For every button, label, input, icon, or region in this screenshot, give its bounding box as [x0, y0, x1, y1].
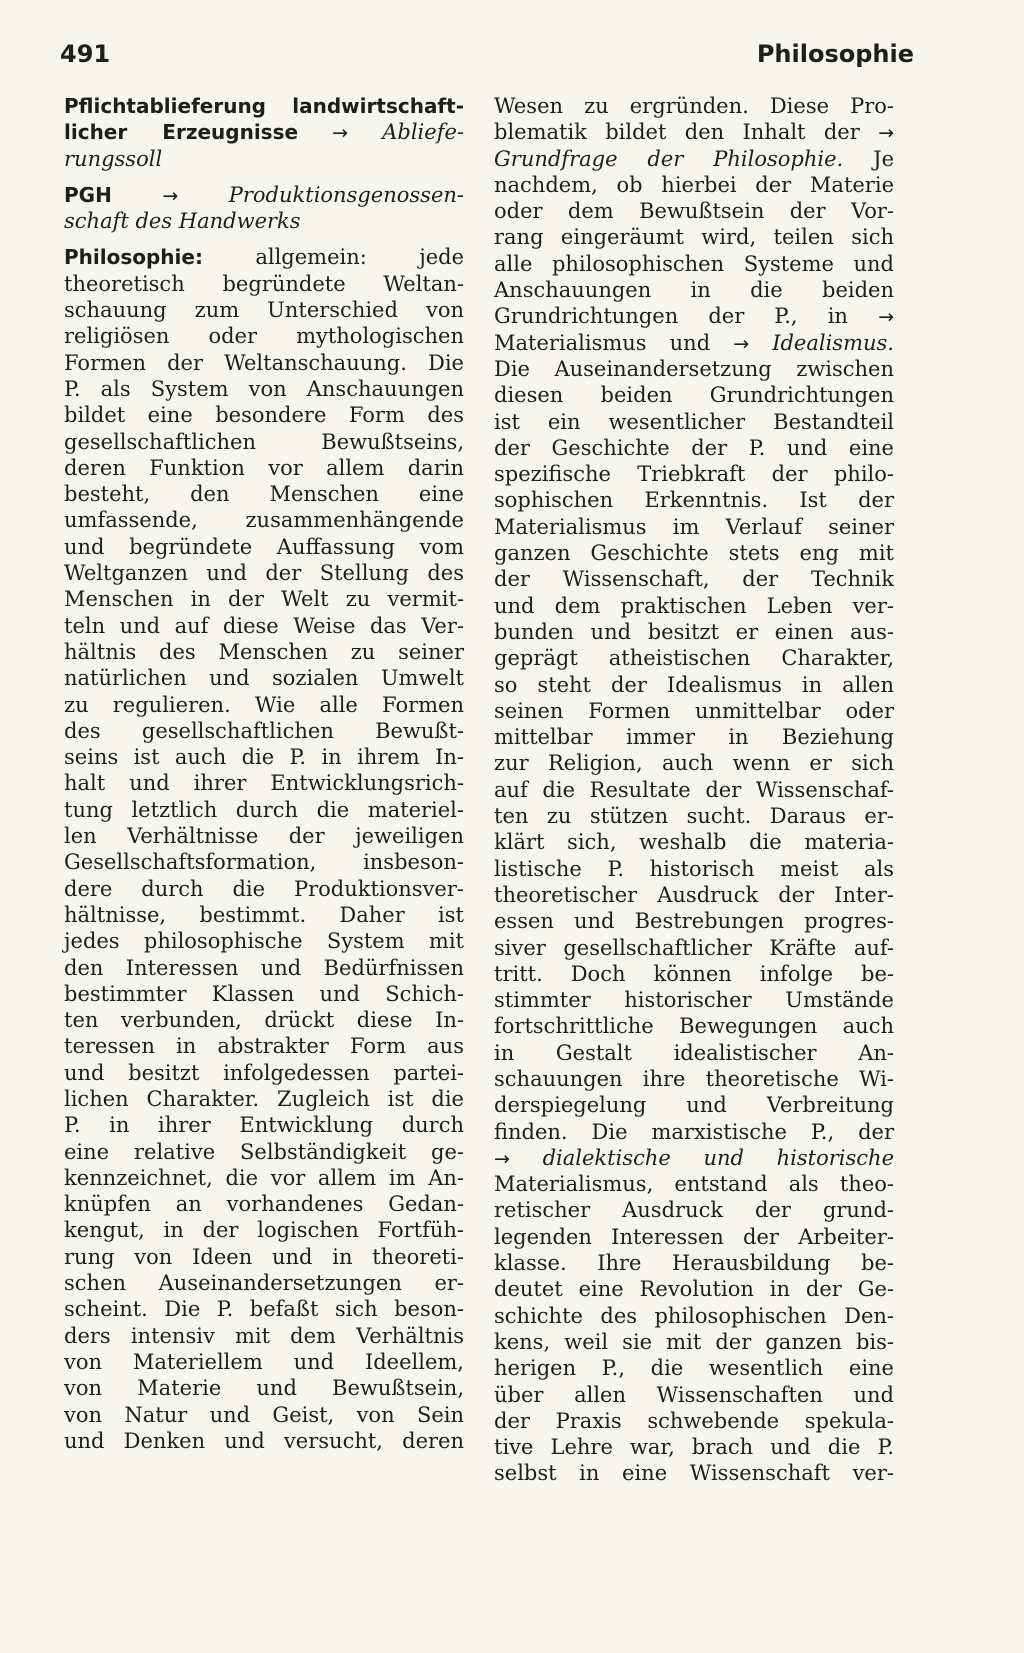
body-text: so steht der Idealismus in allen: [494, 672, 894, 697]
body-text: und begründete Auffassung vom: [64, 534, 464, 559]
body-text: tritt. Doch können infolge be-: [494, 961, 894, 986]
body-text: schauung zum Unterschied von: [64, 298, 464, 323]
body-line: [64, 1217, 464, 1243]
body-line: [494, 1355, 894, 1381]
body-text: Weltganzen und der Stellung des: [64, 561, 464, 586]
body-text: kens, weil sie mit der ganzen bis-: [494, 1329, 894, 1354]
body-line: [64, 376, 464, 402]
body-text: schichte des philosophischen Den-: [494, 1303, 894, 1328]
body-line: [494, 487, 894, 513]
cross-reference-text: Grundfrage der Philosophie.: [494, 146, 844, 171]
body-text: schauungen ihre theoretische Wi-: [494, 1066, 894, 1091]
body-line: [494, 1171, 894, 1197]
body-text: Die Auseinandersetzung zwischen: [494, 356, 894, 381]
body-text: Materialismus und: [494, 330, 734, 355]
body-text: rung von Ideen und in theoreti-: [64, 1244, 464, 1269]
body-line: [494, 1013, 894, 1039]
body-line: [64, 797, 464, 823]
body-line: [494, 1408, 894, 1434]
body-text: kengut, in der logischen Fortfüh-: [64, 1218, 464, 1243]
body-line: [494, 593, 894, 619]
body-line: [64, 560, 464, 586]
body-line: [64, 534, 464, 560]
body-line: [494, 146, 894, 172]
body-line: [494, 803, 894, 829]
body-text: siver gesellschaftlicher Kräfte auf-: [494, 935, 894, 960]
body-text: finden. Die marxistische P., der: [494, 1119, 894, 1144]
body-text: klärt sich, weshalb die materia-: [494, 830, 894, 855]
headword-text: Philosophie:: [64, 245, 203, 270]
body-line: [64, 429, 464, 455]
body-text: schen Auseinandersetzungen er-: [64, 1271, 464, 1296]
cross-reference-arrow-icon: →: [878, 306, 894, 329]
body-line: [64, 613, 464, 639]
cross-reference-arrow-icon: →: [733, 332, 750, 355]
entry-line: [64, 93, 464, 119]
headword-text: licher Erzeugnisse: [64, 120, 299, 145]
body-line: [494, 1119, 894, 1145]
body-text: [510, 1146, 543, 1170]
body-text: knüpfen an vorhandenes Gedan-: [64, 1192, 464, 1217]
body-line: [64, 271, 464, 297]
body-text: derspiegelung und Verbreitung: [494, 1093, 894, 1118]
body-line: [494, 961, 894, 987]
body-text: natürlichen und sozialen Umwelt: [64, 666, 464, 691]
running-title: Philosophie: [756, 40, 914, 68]
cross-reference-text: Idealismus.: [772, 330, 894, 355]
body-text: [749, 331, 772, 355]
body-text: bildet eine besondere Form des: [64, 403, 464, 428]
body-text: theoretisch begründete Weltan-: [64, 271, 464, 296]
body-text: halt und ihrer Entwicklungsrich-: [64, 771, 464, 796]
cross-reference-arrow-icon: →: [298, 122, 383, 145]
body-line: [64, 1244, 464, 1270]
cross-reference-text: rungssoll: [64, 146, 163, 171]
body-text: deren Funktion vor allem darin: [64, 455, 464, 480]
cross-reference-arrow-icon: →: [494, 1147, 510, 1170]
body-text: der Wissenschaft, der Technik: [494, 567, 894, 592]
entry-gap: [64, 234, 464, 244]
body-text: klasse. Ihre Herausbildung be-: [494, 1251, 894, 1276]
body-line: [494, 1303, 894, 1329]
body-text: in Gestalt idealistischer An-: [494, 1040, 894, 1065]
body-line: [64, 1349, 464, 1375]
body-text: ten verbunden, drückt diese In-: [64, 1008, 464, 1033]
entry-line: [64, 146, 464, 172]
body-line: [494, 777, 894, 803]
body-line: [494, 1250, 894, 1276]
body-text: legenden Interessen der Arbeiter-: [494, 1224, 894, 1249]
body-line: [64, 1375, 464, 1401]
body-text: fortschrittliche Bewegungen auch: [494, 1014, 894, 1039]
body-text: listische P. historisch meist als: [494, 856, 894, 881]
body-line: [64, 876, 464, 902]
body-line: [494, 829, 894, 855]
body-line: [494, 540, 894, 566]
body-line: [494, 277, 894, 303]
body-line: [494, 750, 894, 776]
body-text: rang eingeräumt wird, teilen sich: [494, 225, 894, 250]
body-line: [494, 1460, 894, 1486]
body-text: und besitzt infolgedessen partei-: [64, 1060, 464, 1085]
body-text: tive Lehre war, brach und die P.: [494, 1435, 894, 1460]
body-line: [64, 849, 464, 875]
body-line: [64, 1323, 464, 1349]
body-line: [494, 1040, 894, 1066]
body-text: ten zu stützen sucht. Daraus er-: [494, 804, 894, 829]
body-text: zu regulieren. Wie alle Formen: [64, 692, 464, 717]
cross-reference-text: Abliefe-: [382, 120, 464, 145]
headword-text: Pflichtablieferung landwirtschaft-: [64, 94, 464, 118]
body-line: [64, 1428, 464, 1454]
left-column: [64, 93, 464, 1454]
body-line: [64, 1086, 464, 1112]
body-line: [494, 698, 894, 724]
body-line: [494, 224, 894, 250]
body-text: alle philosophischen Systeme und: [494, 251, 894, 276]
body-line: [64, 902, 464, 928]
body-line: [494, 935, 894, 961]
body-text: deutet eine Revolution in der Ge-: [494, 1277, 894, 1302]
body-text: selbst in eine Wissenschaft ver-: [494, 1461, 894, 1486]
body-text: hältnisse, bestimmt. Daher ist: [64, 902, 464, 927]
body-text: ist ein wesentlicher Bestandteil: [494, 409, 894, 434]
body-line: [64, 639, 464, 665]
body-line: [64, 1060, 464, 1086]
body-text: hältnis des Menschen zu seiner: [64, 639, 464, 664]
body-text: allgemein: jede: [202, 245, 464, 270]
body-text: mittelbar immer in Beziehung: [494, 725, 894, 750]
body-text: gesellschaftlichen Bewußtseins,: [64, 429, 464, 454]
body-line: [494, 619, 894, 645]
body-line: [64, 744, 464, 770]
body-line: [494, 93, 894, 119]
body-text: Je: [843, 146, 894, 171]
body-line: [494, 1224, 894, 1250]
body-text: Formen der Weltanschauung. Die: [64, 350, 464, 375]
cross-reference-text: dialektische und historische: [542, 1145, 894, 1170]
body-text: Gesellschaftsformation, insbeson-: [64, 850, 464, 875]
body-line: [64, 1139, 464, 1165]
body-text: ganzen Geschichte stets eng mit: [494, 541, 894, 566]
body-text: der Geschichte der P. und eine: [494, 435, 894, 460]
body-text: lichen Charakter. Zugleich ist die: [64, 1086, 464, 1111]
body-text: Materialismus im Verlauf seiner: [494, 514, 894, 539]
body-line: [64, 323, 464, 349]
body-text: Menschen in der Welt zu vermit-: [64, 587, 464, 612]
body-line: [64, 928, 464, 954]
body-line: [494, 303, 894, 329]
body-text: bestimmter Klassen und Schich-: [64, 981, 464, 1006]
body-text: der Praxis schwebende spekula-: [494, 1408, 894, 1433]
cross-reference-arrow-icon: →: [111, 184, 229, 207]
body-line: [494, 514, 894, 540]
body-line: [64, 1402, 464, 1428]
body-text: von Materie und Bewußtsein,: [64, 1376, 464, 1401]
body-text: teln und auf diese Weise das Ver-: [64, 613, 464, 638]
body-text: auf die Resultate der Wissenschaf-: [494, 777, 894, 802]
body-line: [494, 566, 894, 592]
body-line: [494, 1329, 894, 1355]
body-line: [64, 1033, 464, 1059]
body-text: geprägt atheistischen Charakter,: [494, 646, 894, 671]
body-line: [64, 823, 464, 849]
body-line: [494, 356, 894, 382]
body-line: [64, 692, 464, 718]
body-text: essen und Bestrebungen progres-: [494, 909, 894, 934]
entry-line: [64, 119, 464, 145]
body-line: [64, 1296, 464, 1322]
body-text: teressen in abstrakter Form aus: [64, 1034, 464, 1059]
body-text: jedes philosophische System mit: [64, 929, 464, 954]
body-line: [64, 481, 464, 507]
body-line: [494, 382, 894, 408]
body-text: religiösen oder mythologischen: [64, 324, 464, 349]
entry-line: [64, 182, 464, 208]
body-text: und Denken und versucht, deren: [64, 1428, 464, 1453]
body-text: und dem praktischen Leben ver-: [494, 593, 894, 618]
body-text: bunden und besitzt er einen aus-: [494, 619, 894, 644]
body-text: umfassende, zusammenhängende: [64, 508, 464, 533]
body-line: [64, 586, 464, 612]
body-line: [494, 882, 894, 908]
body-text: P. als System von Anschauungen: [64, 376, 464, 401]
body-line: [494, 1092, 894, 1118]
body-line: [494, 987, 894, 1013]
body-text: P. in ihrer Entwicklung durch: [64, 1113, 464, 1138]
headword-text: PGH: [64, 182, 112, 207]
body-line: [64, 665, 464, 691]
body-line: [64, 981, 464, 1007]
right-column: [494, 93, 894, 1487]
body-line: [64, 1165, 464, 1191]
body-line: [494, 1066, 894, 1092]
body-text: Wesen zu ergründen. Diese Pro-: [494, 94, 894, 118]
body-text: blematik bildet den Inhalt der: [494, 120, 879, 145]
body-text: Grundrichtungen der P., in: [494, 304, 879, 329]
cross-reference-text: schaft des Handwerks: [64, 209, 301, 234]
body-text: spezifische Triebkraft der philo-: [494, 462, 894, 487]
body-text: dere durch die Produktionsver-: [64, 876, 464, 901]
body-line: [64, 350, 464, 376]
body-line: [494, 645, 894, 671]
cross-reference-text: Produktionsgenossen-: [228, 182, 464, 207]
entry-gap: [64, 172, 464, 182]
body-text: entstand als theo-: [653, 1172, 894, 1197]
body-text: scheint. Die P. befaßt sich beson-: [64, 1297, 464, 1322]
body-line: [494, 330, 894, 356]
body-line: [64, 718, 464, 744]
body-line: [494, 1382, 894, 1408]
body-text: stimmter historischer Umstände: [494, 988, 894, 1013]
body-text: nachdem, ob hierbei der Materie: [494, 172, 894, 197]
body-line: [64, 297, 464, 323]
body-text: über allen Wissenschaften und: [494, 1382, 894, 1407]
body-text: theoretischer Ausdruck der Inter-: [494, 882, 894, 907]
body-text: zur Religion, auch wenn er sich: [494, 751, 894, 776]
body-line: [494, 1276, 894, 1302]
body-text: kennzeichnet, die vor allem im An-: [64, 1165, 464, 1190]
body-line: [64, 244, 464, 270]
body-line: [64, 402, 464, 428]
body-line: [64, 1112, 464, 1138]
body-line: [64, 455, 464, 481]
body-text: tung letztlich durch die materiel-: [64, 797, 464, 822]
body-line: [494, 1197, 894, 1223]
body-text: seinen Formen unmittelbar oder: [494, 698, 894, 723]
body-line: [494, 435, 894, 461]
body-line: [494, 172, 894, 198]
body-text: sophischen Erkenntnis. Ist der: [494, 488, 894, 513]
body-line: [494, 251, 894, 277]
body-text: oder dem Bewußtsein der Vor-: [494, 199, 894, 224]
body-text: diesen beiden Grundrichtungen: [494, 383, 894, 408]
body-line: [494, 461, 894, 487]
body-text: von Materiellem und Ideellem,: [64, 1349, 464, 1374]
body-text: ders intensiv mit dem Verhältnis: [64, 1323, 464, 1348]
body-line: [64, 507, 464, 533]
body-line: [64, 770, 464, 796]
cross-reference-arrow-icon: →: [878, 122, 894, 145]
entry-line: [64, 208, 464, 234]
body-line: [494, 1434, 894, 1460]
page-number: 491: [60, 40, 111, 68]
body-text: besteht, den Menschen eine: [64, 482, 464, 507]
body-text: den Interessen und Bedürfnissen: [64, 955, 464, 980]
body-line: [494, 724, 894, 750]
body-text: eine relative Selbständigkeit ge-: [64, 1139, 464, 1164]
body-line: [494, 856, 894, 882]
body-text: len Verhältnisse der jeweiligen: [64, 824, 464, 849]
body-line: [64, 955, 464, 981]
body-line: [64, 1191, 464, 1217]
body-text: seins ist auch die P. in ihrem In-: [64, 745, 464, 770]
body-text: herigen P., die wesentlich eine: [494, 1356, 894, 1381]
body-line: [64, 1270, 464, 1296]
body-text: Materialismus,: [494, 1172, 654, 1197]
body-text: Anschauungen in die beiden: [494, 278, 894, 303]
body-line: [494, 198, 894, 224]
body-line: [494, 1145, 894, 1171]
body-line: [494, 672, 894, 698]
body-text: des gesellschaftlichen Bewußt-: [64, 718, 464, 743]
body-line: [64, 1007, 464, 1033]
body-text: retischer Ausdruck der grund-: [494, 1198, 894, 1223]
body-line: [494, 119, 894, 145]
body-text: von Natur und Geist, von Sein: [64, 1402, 464, 1427]
body-line: [494, 908, 894, 934]
body-line: [494, 409, 894, 435]
